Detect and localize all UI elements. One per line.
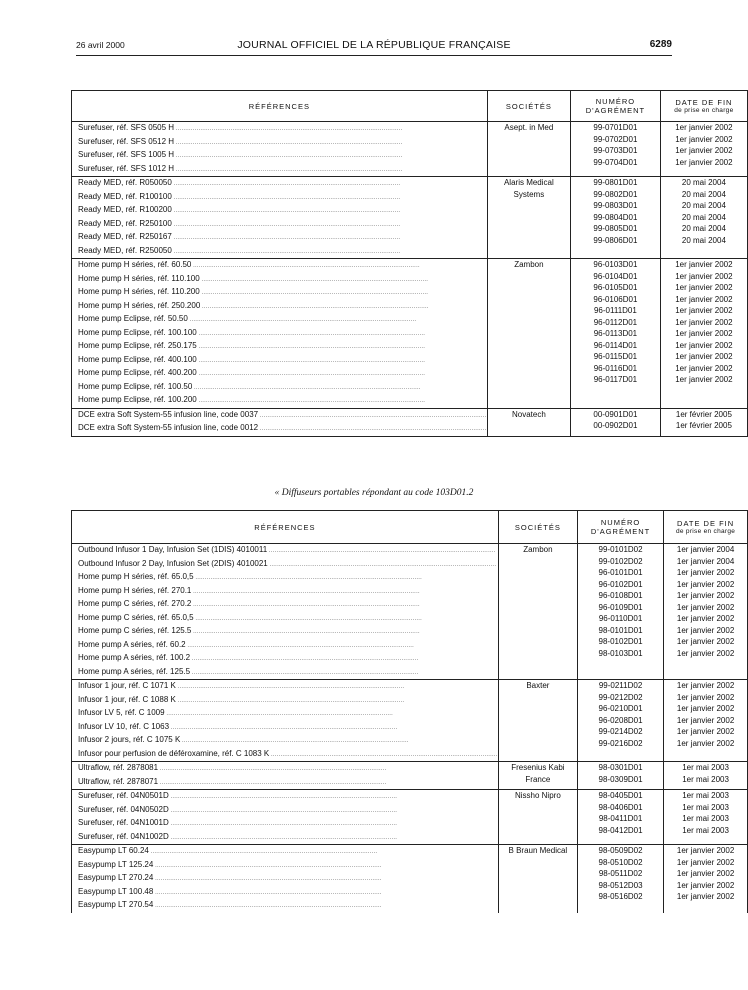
end-date: 1er janvier 2002 [675, 306, 733, 315]
reference-text: Infusor 2 jours, réf. C 1075 K [78, 735, 181, 744]
reference-text: Home pump H séries, réf. 270.1 [78, 585, 192, 595]
end-date: 1er janvier 2002 [675, 271, 733, 281]
col-header-date-sub: de prise en charge [675, 528, 736, 535]
end-date: 1er mai 2003 [682, 791, 729, 800]
reference-text: Easypump LT 125.24 [78, 859, 154, 869]
reference-line [72, 381, 487, 395]
approval-number: 96-0117D01 [593, 375, 638, 384]
company-cell [487, 122, 570, 177]
reference-line [72, 734, 498, 748]
end-date: 1er mai 2003 [682, 814, 729, 823]
approval-table-2 [71, 510, 748, 913]
approval-number-cell [577, 544, 663, 680]
approval-number: 99-0211D02 [598, 681, 643, 690]
references-cell [72, 790, 499, 845]
reference-line [72, 585, 498, 599]
reference-text: Infusor pour perfusion de déféroxamine, réf. C 1083 K [78, 748, 270, 758]
approval-number: 98-0406D01 [598, 802, 643, 812]
references-cell [72, 177, 488, 259]
end-date: 1er janvier 2002 [676, 637, 735, 646]
approval-number-cell [571, 122, 661, 177]
reference-text: Surefuser, réf. 04N0502D [78, 804, 169, 814]
reference-text: Ready MED, réf. R250167 [78, 232, 172, 241]
approval-number: 96-0101D01 [598, 568, 643, 577]
end-date: 1er janvier 2002 [676, 715, 735, 725]
end-date: 1er janvier 2002 [676, 869, 735, 878]
reference-line [72, 762, 498, 776]
reference-line [72, 558, 498, 572]
header-rule [76, 55, 672, 56]
reference-text: Ready MED, réf. R100200 [78, 205, 172, 214]
reference-line [72, 122, 487, 136]
approval-number: 98-0512D03 [598, 880, 643, 890]
table-2-body [72, 544, 748, 913]
col-header-date [664, 511, 748, 544]
approval-number: 96-0108D01 [598, 591, 643, 600]
reference-text: Home pump C séries, réf. 125.5 [78, 626, 192, 635]
end-date: 1er janvier 2002 [676, 579, 735, 589]
approval-number-cell [577, 790, 663, 845]
approval-number: 99-0804D01 [593, 212, 638, 222]
end-date: 1er janvier 2002 [675, 363, 733, 373]
company-name: Zambon [523, 545, 553, 554]
table-1-body [72, 122, 748, 437]
approval-number: 99-0212D02 [598, 692, 643, 702]
references-cell [72, 762, 499, 790]
reference-line [72, 340, 487, 354]
end-date: 20 mai 2004 [681, 189, 726, 199]
reference-line [72, 694, 498, 708]
company-name: Baxter [526, 681, 550, 690]
approval-number: 98-0511D02 [598, 869, 643, 878]
reference-text: Ready MED, réf. R100100 [78, 191, 172, 201]
reference-text: Ready MED, réf. R050050 [78, 178, 172, 187]
approval-number: 96-0114D01 [593, 340, 638, 350]
company-cell [487, 177, 570, 259]
end-date: 1er janvier 2002 [675, 340, 733, 350]
approval-number: 00-0901D01 [593, 409, 638, 419]
reference-text: Home pump Eclipse, réf. 100.50 [78, 381, 193, 391]
approval-number: 96-0115D01 [593, 352, 638, 361]
reference-line [72, 273, 487, 287]
company-cell [498, 762, 577, 790]
reference-text: Surefuser, réf. SFS 0505 H [78, 123, 175, 132]
reference-text: Home pump C séries, réf. 65.0,5 [78, 612, 194, 622]
col-header-references: RÉFÉRENCES [72, 91, 488, 122]
reference-line [72, 652, 498, 666]
reference-text: Surefuser, réf. 04N1001D [78, 818, 169, 827]
reference-text: Infusor LV 5, réf. C 1009 [78, 708, 165, 717]
approval-number: 00-0902D01 [593, 421, 638, 430]
company-name: Zambon [514, 260, 544, 269]
reference-line [72, 859, 498, 873]
reference-text: Outbound Infusor 1 Day, Infusion Set (1DIS) 4010011 [78, 545, 268, 554]
end-date: 1er février 2005 [675, 421, 732, 430]
end-date: 1er janvier 2002 [676, 625, 735, 635]
reference-text: Home pump Eclipse, réf. 400.100 [78, 354, 197, 364]
approval-number: 98-0301D01 [598, 763, 643, 772]
approval-number: 98-0102D01 [598, 637, 643, 646]
reference-line [72, 707, 498, 721]
company-cell [487, 408, 570, 436]
approval-number: 98-0412D01 [598, 825, 643, 835]
end-date-cell [664, 680, 748, 762]
approval-number: 96-0109D01 [598, 602, 643, 612]
reference-line [72, 776, 498, 790]
company-cell [498, 544, 577, 680]
reference-line [72, 313, 487, 327]
reference-line [72, 680, 498, 694]
reference-line [72, 571, 498, 585]
reference-line [72, 721, 498, 735]
company-group [72, 790, 748, 845]
reference-text: Ready MED, réf. R250100 [78, 218, 172, 228]
company-cell [487, 259, 570, 409]
reference-line [72, 598, 498, 612]
end-date: 20 mai 2004 [681, 178, 726, 187]
end-date: 1er janvier 2002 [676, 648, 735, 658]
reference-line [72, 367, 487, 381]
company-name: Novatech [511, 409, 546, 419]
end-date: 1er janvier 2002 [676, 857, 735, 867]
end-date: 1er janvier 2002 [675, 146, 733, 155]
reference-text: DCE extra Soft System-55 infusion line, code 0012 [78, 423, 259, 432]
approval-number: 98-0510D02 [598, 857, 643, 867]
approval-number: 98-0309D01 [598, 774, 643, 784]
col-header-numero: NUMÉRO D'AGRÉMENT [571, 91, 661, 122]
approval-number: 96-0111D01 [593, 306, 637, 315]
end-date: 1er janvier 2002 [676, 568, 735, 577]
end-date: 1er janvier 2002 [675, 283, 733, 292]
references-cell [72, 680, 499, 762]
reference-line [72, 327, 487, 341]
approval-number: 99-0701D01 [593, 123, 638, 132]
col-header-references: RÉFÉRENCES [72, 511, 499, 544]
reference-text: Easypump LT 100.48 [78, 886, 154, 896]
reference-line [72, 259, 487, 273]
reference-line [72, 422, 487, 436]
reference-text: Home pump Eclipse, réf. 400.200 [78, 368, 197, 377]
reference-line [72, 612, 498, 626]
end-date: 1er janvier 2002 [676, 727, 735, 736]
approval-number: 99-0216D02 [598, 738, 643, 748]
reference-text: Surefuser, réf. 04N1002D [78, 831, 169, 841]
reference-line [72, 218, 487, 232]
reference-text: Easypump LT 270.54 [78, 900, 154, 909]
approval-number: 96-0116D01 [593, 363, 638, 373]
col-header-date-sub: de prise en charge [674, 107, 734, 114]
approval-number: 99-0803D01 [593, 201, 638, 210]
reference-line [72, 149, 487, 163]
approval-table-1 [71, 90, 748, 437]
approval-number: 96-0210D01 [598, 704, 643, 713]
end-date: 1er janvier 2002 [675, 123, 733, 132]
references-cell [72, 845, 499, 913]
page-header [76, 36, 672, 52]
end-date: 1er janvier 2004 [676, 556, 735, 566]
col-header-societes: SOCIÉTÉS [498, 511, 577, 544]
reference-text: Home pump H séries, réf. 60.50 [78, 260, 192, 269]
references-cell [72, 259, 488, 409]
reference-text: Home pump Eclipse, réf. 100.100 [78, 327, 197, 337]
approval-number-cell [571, 408, 661, 436]
approval-number: 98-0101D01 [598, 625, 643, 635]
approval-number: 98-0411D01 [598, 814, 643, 823]
reference-line [72, 790, 498, 804]
end-date: 20 mai 2004 [681, 224, 726, 233]
reference-line [72, 831, 498, 845]
col-header-societes: SOCIÉTÉS [487, 91, 570, 122]
end-date: 1er janvier 2002 [676, 681, 735, 690]
end-date: 1er mai 2003 [682, 774, 729, 784]
reference-text: Home pump A séries, réf. 60.2 [78, 639, 186, 649]
reference-line [72, 300, 487, 314]
end-date: 1er janvier 2002 [676, 738, 735, 748]
approval-number-cell [577, 680, 663, 762]
approval-number: 96-0208D01 [598, 715, 643, 725]
end-date-cell [660, 408, 747, 436]
end-date: 1er janvier 2002 [676, 591, 735, 600]
end-date-cell [664, 762, 748, 790]
reference-text: Home pump H séries, réf. 250.200 [78, 300, 201, 310]
end-date: 1er janvier 2002 [676, 846, 735, 855]
approval-number-cell [571, 259, 661, 409]
reference-text: Easypump LT 270.24 [78, 873, 154, 882]
end-date: 1er janvier 2002 [676, 602, 735, 612]
approval-number: 96-0104D01 [593, 271, 638, 281]
reference-line [72, 163, 487, 177]
reference-line [72, 354, 487, 368]
reference-text: Home pump Eclipse, réf. 100.200 [78, 395, 197, 404]
reference-text: Surefuser, réf. SFS 0512 H [78, 136, 175, 146]
reference-line [72, 625, 498, 639]
reference-text: Home pump H séries, réf. 110.100 [78, 273, 200, 283]
reference-line [72, 899, 498, 913]
reference-text: Surefuser, réf. 04N0501D [78, 791, 169, 800]
page-number: 6289 [649, 39, 672, 50]
company-group [72, 177, 748, 259]
reference-text: Home pump Eclipse, réf. 250.175 [78, 341, 197, 350]
approval-number: 96-0103D01 [593, 260, 638, 269]
reference-text: DCE extra Soft System-55 infusion line, code 0037 [78, 409, 259, 419]
end-date: 1er janvier 2002 [676, 704, 735, 713]
end-date-cell [660, 177, 747, 259]
reference-line [72, 409, 487, 423]
company-group [72, 680, 748, 762]
references-cell [72, 544, 499, 680]
company-group [72, 408, 748, 436]
approval-number: 96-0105D01 [593, 283, 638, 292]
company-cell [498, 680, 577, 762]
company-name: Asept. in Med [504, 123, 554, 132]
reference-text: Infusor 1 jour, réf. C 1088 K [78, 694, 176, 704]
end-date: 1er janvier 2002 [676, 880, 735, 890]
references-cell [72, 408, 488, 436]
company-name: Fresenius Kabi France [511, 763, 565, 784]
end-date: 1er janvier 2002 [675, 134, 733, 144]
reference-line [72, 286, 487, 300]
reference-line [72, 666, 498, 680]
approval-number: 99-0102D02 [598, 556, 643, 566]
reference-text: Home pump A séries, réf. 125.5 [78, 666, 191, 676]
col-header-numero: NUMÉRO D'AGRÉMENT [577, 511, 663, 544]
reference-line [72, 136, 487, 150]
col-header-date-title: DATE DE FIN [677, 519, 735, 528]
approval-number: 99-0214D02 [598, 727, 643, 736]
company-group [72, 845, 748, 913]
company-group [72, 544, 748, 680]
reference-line [72, 394, 487, 408]
approval-number: 99-0703D01 [593, 146, 638, 155]
end-date: 20 mai 2004 [681, 212, 726, 222]
reference-text: Home pump C séries, réf. 270.2 [78, 599, 192, 608]
company-group [72, 762, 748, 790]
references-cell [72, 122, 488, 177]
end-date-cell [664, 544, 748, 680]
approval-number: 99-0704D01 [593, 157, 638, 167]
approval-number: 99-0805D01 [593, 224, 638, 233]
reference-text: Home pump Eclipse, réf. 50.50 [78, 314, 188, 323]
end-date: 1er mai 2003 [682, 802, 729, 812]
company-group [72, 259, 748, 409]
reference-text: Infusor 1 jour, réf. C 1071 K [78, 681, 176, 690]
reference-text: Ultraflow, réf. 2878071 [78, 776, 159, 786]
reference-line [72, 204, 487, 218]
end-date: 1er janvier 2002 [675, 260, 733, 269]
end-date: 1er janvier 2002 [675, 329, 733, 338]
approval-number: 96-0112D01 [593, 317, 638, 327]
end-date: 1er janvier 2002 [675, 294, 733, 304]
end-date: 1er janvier 2002 [676, 692, 735, 702]
approval-number-cell [571, 177, 661, 259]
company-name: Alaris Medical Systems [503, 178, 554, 199]
approval-number: 96-0113D01 [593, 329, 638, 338]
approval-number: 99-0801D01 [593, 178, 638, 187]
journal-title: JOURNAL OFFICIEL DE LA RÉPUBLIQUE FRANÇAISE [237, 39, 511, 51]
reference-text: Home pump H séries, réf. 110.200 [78, 287, 200, 296]
reference-line [72, 804, 498, 818]
reference-line [72, 748, 498, 762]
approval-number: 99-0806D01 [593, 235, 638, 245]
approval-number: 98-0103D01 [598, 648, 643, 658]
reference-line [72, 817, 498, 831]
end-date: 1er mai 2003 [682, 763, 729, 772]
reference-text: Home pump A séries, réf. 100.2 [78, 653, 191, 662]
end-date: 1er mai 2003 [682, 825, 729, 835]
reference-line [72, 245, 487, 259]
header-date: 26 avril 2000 [76, 40, 125, 50]
approval-number: 98-0405D01 [598, 791, 643, 800]
section-caption: « Diffuseurs portables répondant au code 103D01.2 [274, 488, 474, 498]
approval-number-cell [577, 845, 663, 913]
reference-text: Ultraflow, réf. 2878081 [78, 763, 159, 772]
end-date: 1er janvier 2002 [676, 614, 735, 623]
approval-number-cell [577, 762, 663, 790]
end-date: 1er janvier 2002 [675, 317, 733, 327]
reference-line [72, 191, 487, 205]
approval-number: 96-0110D01 [598, 614, 643, 623]
end-date: 1er janvier 2002 [675, 157, 733, 167]
end-date: 1er janvier 2002 [676, 892, 735, 901]
reference-text: Infusor LV 10, réf. C 1063 [78, 721, 170, 731]
end-date: 1er février 2005 [675, 409, 732, 419]
reference-text: Home pump H séries, réf. 65.0,5 [78, 572, 194, 581]
approval-number: 96-0102D01 [598, 579, 643, 589]
end-date: 1er janvier 2004 [676, 545, 735, 554]
reference-text: Outbound Infusor 2 Day, Infusion Set (2DIS) 4010021 [78, 558, 268, 568]
company-group [72, 122, 748, 177]
company-cell [498, 845, 577, 913]
reference-line [72, 544, 498, 558]
reference-line [72, 845, 498, 859]
end-date: 20 mai 2004 [681, 201, 726, 210]
end-date: 1er janvier 2002 [675, 375, 733, 384]
end-date-cell [664, 845, 748, 913]
approval-number: 98-0516D02 [598, 892, 643, 901]
col-header-date [660, 91, 747, 122]
reference-line [72, 639, 498, 653]
col-header-date-title: DATE DE FIN [675, 98, 733, 107]
company-cell [498, 790, 577, 845]
company-name: Nissho Nipro [514, 791, 561, 800]
reference-text: Easypump LT 60.24 [78, 846, 149, 855]
approval-number: 99-0702D01 [593, 134, 638, 144]
reference-text: Ready MED, réf. R250050 [78, 245, 172, 255]
reference-line [72, 886, 498, 900]
approval-number: 98-0509D02 [598, 846, 643, 855]
approval-number: 96-0106D01 [593, 294, 638, 304]
end-date: 20 mai 2004 [681, 235, 726, 245]
end-date-cell [660, 122, 747, 177]
reference-text: Surefuser, réf. SFS 1005 H [78, 150, 175, 159]
reference-text: Surefuser, réf. SFS 1012 H [78, 163, 175, 173]
company-name: B Braun Medical [508, 846, 568, 855]
end-date: 1er janvier 2002 [675, 352, 733, 361]
reference-line [72, 177, 487, 191]
reference-line [72, 231, 487, 245]
reference-line [72, 872, 498, 886]
approval-number: 99-0101D02 [598, 545, 643, 554]
approval-number: 99-0802D01 [593, 189, 638, 199]
end-date-cell [664, 790, 748, 845]
end-date-cell [660, 259, 747, 409]
